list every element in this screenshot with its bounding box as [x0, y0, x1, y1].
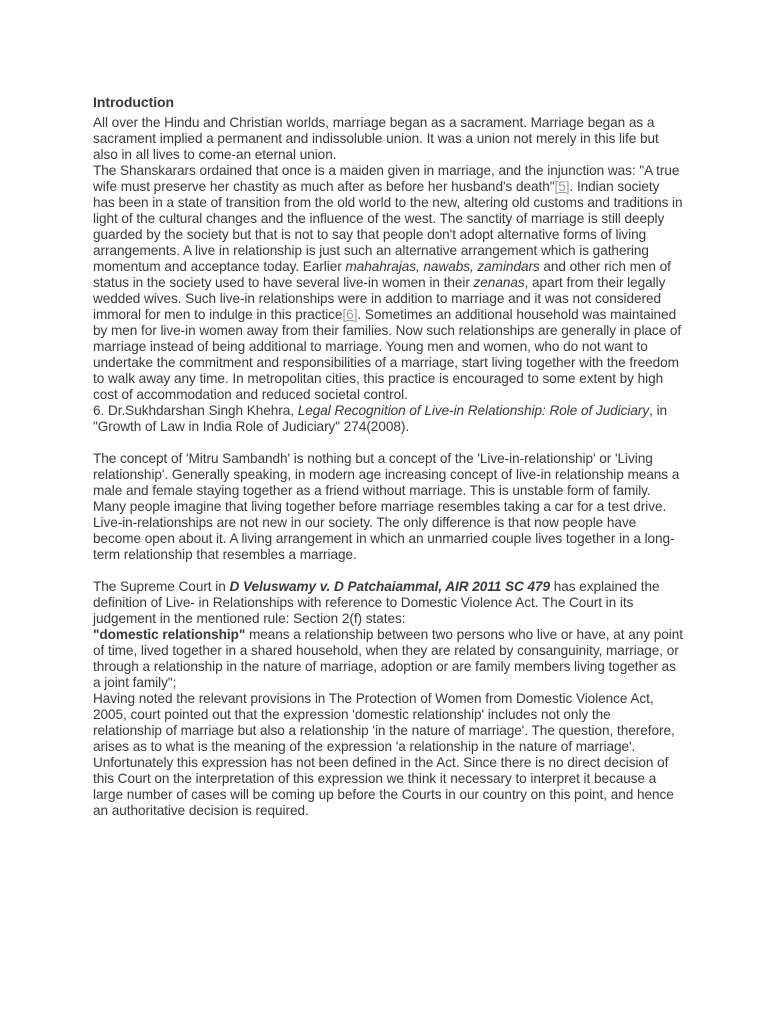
paragraph-domestic-relationship	[93, 627, 683, 691]
footnote-title: Legal Recognition of Live-in Relationship: Role of Judiciary	[297, 403, 650, 418]
footnote-6	[93, 403, 683, 435]
case-citation: D Veluswamy v. D Patchaiammal, AIR 2011 SC 479	[229, 579, 551, 594]
italic-text: mahahrajas, nawabs, zamindars	[345, 259, 540, 274]
text-run: , apart from their legally wedded wives. Such live-in relationships were in addition to marriage and it was not considered immoral for men to indulge in this practice	[93, 275, 666, 322]
text-run: The Shanskarars ordained that once is a maiden given in marriage, and the injunction was: "A true wife must preserve her chastity as much after as before her husband's death"	[93, 163, 680, 194]
footnote-link-5[interactable]: [5]	[554, 179, 570, 194]
text-run: means a relationship between two persons who live or have, at any point of time, lived together in a shared household, when they are related by consanguinity, marriage, or through a relationship in the nature of marriage, adoption or are family members living together as a joint family";	[93, 627, 683, 690]
paragraph-supreme-court	[93, 579, 683, 627]
text-run: 6. Dr.Sukhdarshan Singh Khehra,	[93, 403, 298, 418]
text-run: has explained the definition of Live- in Relationships with reference to Domestic Violence Act. The Court in its judgement in the mentioned rule: Section 2(f) states:	[93, 579, 660, 626]
text-run: The Supreme Court in	[93, 579, 230, 594]
paragraph-mitru-sambandh: The concept of 'Mitru Sambandh' is nothing but a concept of the 'Live-in-relationship' or 'Living relationship'. Generally speaking, in modern age increasing concept of live-in relationship means a male and female staying together as a friend without marriage. This is unstable form of family. Many people imagine that living together before marriage resembles taking a car for a test drive. Live-in-relationships are not new in our society. The only difference is that now people have become open about it. A living arrangement in which an unmarried couple lives together in a long-term relationship that resembles a marriage.	[93, 451, 680, 562]
paragraph-marriage-sacrament: All over the Hindu and Christian worlds, marriage began as a sacrament. Marriage began as a sacrament implied a permanent and indissoluble union. It was a union not merely in this life but also in all lives to come-an eternal union.	[93, 115, 659, 162]
italic-text: zenanas	[473, 275, 525, 290]
text-run: , in "Growth of Law in India Role of Judiciary" 274(2008).	[93, 403, 668, 434]
paragraph-shanskarars	[93, 163, 683, 403]
section-heading: Introduction	[93, 94, 175, 110]
document-body	[93, 94, 683, 819]
text-run: . Indian society has been in a state of transition from the old world to the new, altering old customs and traditions in light of the cultural changes and the influence of the west. The sanctity of marriage is still deeply guarded by the society but that is not to say that people don't adopt alternative forms of living arrangements. A live in relationship is just such an alternative arrangement which is gathering momentum and acceptance today. Earlier	[93, 179, 683, 274]
text-run: . Sometimes an additional household was maintained by men for live-in women away from their families. Now such relationships are generally in place of marriage instead of being additional to marriage. Young men and women, who do not want to undertake the commitment and responsibilities of a marriage, start living together with the freedom to walk away any time. In metropolitan cities, this practice is encouraged to some extent by high cost of accommodation and reduced societal control.	[93, 307, 682, 402]
footnote-link-6[interactable]: [6]	[342, 307, 358, 322]
defined-term: "domestic relationship"	[93, 627, 246, 642]
text-run: and other rich men of status in the society used to have several live-in women in their	[93, 259, 671, 290]
paragraph-protection-act: Having noted the relevant provisions in The Protection of Women from Domestic Violence Act, 2005, court pointed out that the expression 'domestic relationship' includes not only the relationship of marriage but also a relationship 'in the nature of marriage'. The question, therefore, arises as to what is the meaning of the expression 'a relationship in the nature of marriage'. Unfortunately this expression has not been defined in the Act. Since there is no direct decision of this Court on the interpretation of this expression we think it necessary to interpret it because a large number of cases will be coming up before the Courts in our country on this point, and hence an authoritative decision is required.	[93, 691, 675, 818]
